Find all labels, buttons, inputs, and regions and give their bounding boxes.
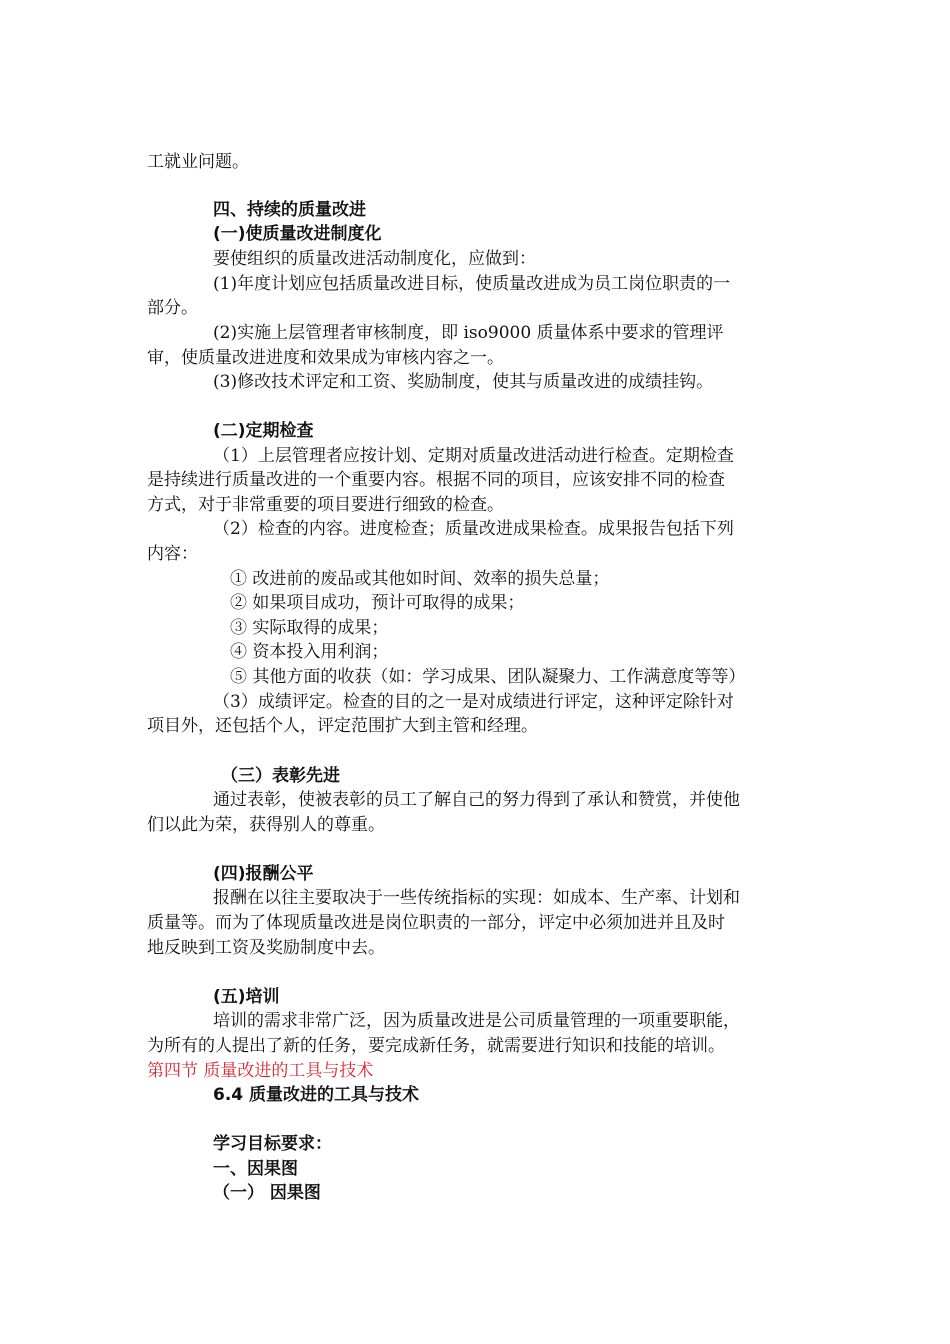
text-line: 地反映到工资及奖励制度中去。 [147,938,385,958]
list-item: ④ 资本投入用利润； [230,642,389,662]
subheading-fair-pay: (四)报酬公平 [213,864,314,884]
list-item: ⑤ 其他方面的收获（如：学习成果、团队凝聚力、工作满意度等等） [230,667,746,687]
heading-6-4: 6.4 质量改进的工具与技术 [213,1085,420,1105]
subheading-training: (五)培训 [213,987,280,1007]
list-item: ③ 实际取得的成果； [230,618,389,638]
list-item: ② 如果项目成功，预计可取得的成果； [230,593,525,613]
section-link-section-four[interactable]: 第四节 质量改进的工具与技术 [147,1061,374,1081]
text-line: 内容： [147,544,198,564]
list-item: ① 改进前的废品或其他如时间、效率的损失总量； [230,569,610,589]
subheading-periodic-check: (二)定期检查 [213,421,314,441]
text-line: (2)实施上层管理者审核制度，即 iso9000 质量体系中要求的管理评 [213,323,724,343]
text-line: (1)年度计划应包括质量改进目标，使质量改进成为员工岗位职责的一 [213,274,731,294]
text-line: （3）成绩评定。检查的目的之一是对成绩进行评定，这种评定除针对 [213,692,734,712]
text-line: 要使组织的质量改进活动制度化，应做到： [213,249,536,269]
text-line: (3)修改技术评定和工资、奖励制度，使其与质量改进的成绩挂钩。 [213,372,714,392]
text-line: 培训的需求非常广泛，因为质量改进是公司质量管理的一项重要职能， [213,1011,740,1031]
text-line: 为所有的人提出了新的任务，要完成新任务，就需要进行知识和技能的培训。 [147,1036,725,1056]
subheading-commend: （三）表彰先进 [221,766,340,786]
text-line: （2）检查的内容。进度检查；质量改进成果检查。成果报告包括下列 [213,519,734,539]
text-line: 工就业问题。 [147,152,249,172]
text-line: 报酬在以往主要取决于一些传统指标的实现：如成本、生产率、计划和 [213,888,740,908]
subheading-institutionalize: (一)使质量改进制度化 [213,224,382,244]
text-line: （1）上层管理者应按计划、定期对质量改进活动进行检查。定期检查 [213,446,734,466]
text-line: 是持续进行质量改进的一个重要内容。根据不同的项目，应该安排不同的检查 [147,470,725,490]
text-line: 项目外，还包括个人，评定范围扩大到主管和经理。 [147,716,538,736]
text-line: 通过表彰，使被表彰的员工了解自己的努力得到了承认和赞赏，并使他 [213,790,740,810]
text-line: 部分。 [147,298,198,318]
heading-fishbone: 一、因果图 [213,1159,298,1179]
text-line: 们以此为荣，获得别人的尊重。 [147,815,385,835]
text-line: 审，使质量改进进度和效果成为审核内容之一。 [147,348,504,368]
text-line: 质量等。而为了体现质量改进是岗位职责的一部分，评定中必须加进并且及时 [147,913,725,933]
subheading-fishbone: （一） 因果图 [213,1183,321,1203]
text-line: 方式，对于非常重要的项目要进行细致的检查。 [147,495,504,515]
heading-section-four: 四、持续的质量改进 [213,200,366,220]
heading-learning-goals: 学习目标要求： [213,1134,332,1154]
